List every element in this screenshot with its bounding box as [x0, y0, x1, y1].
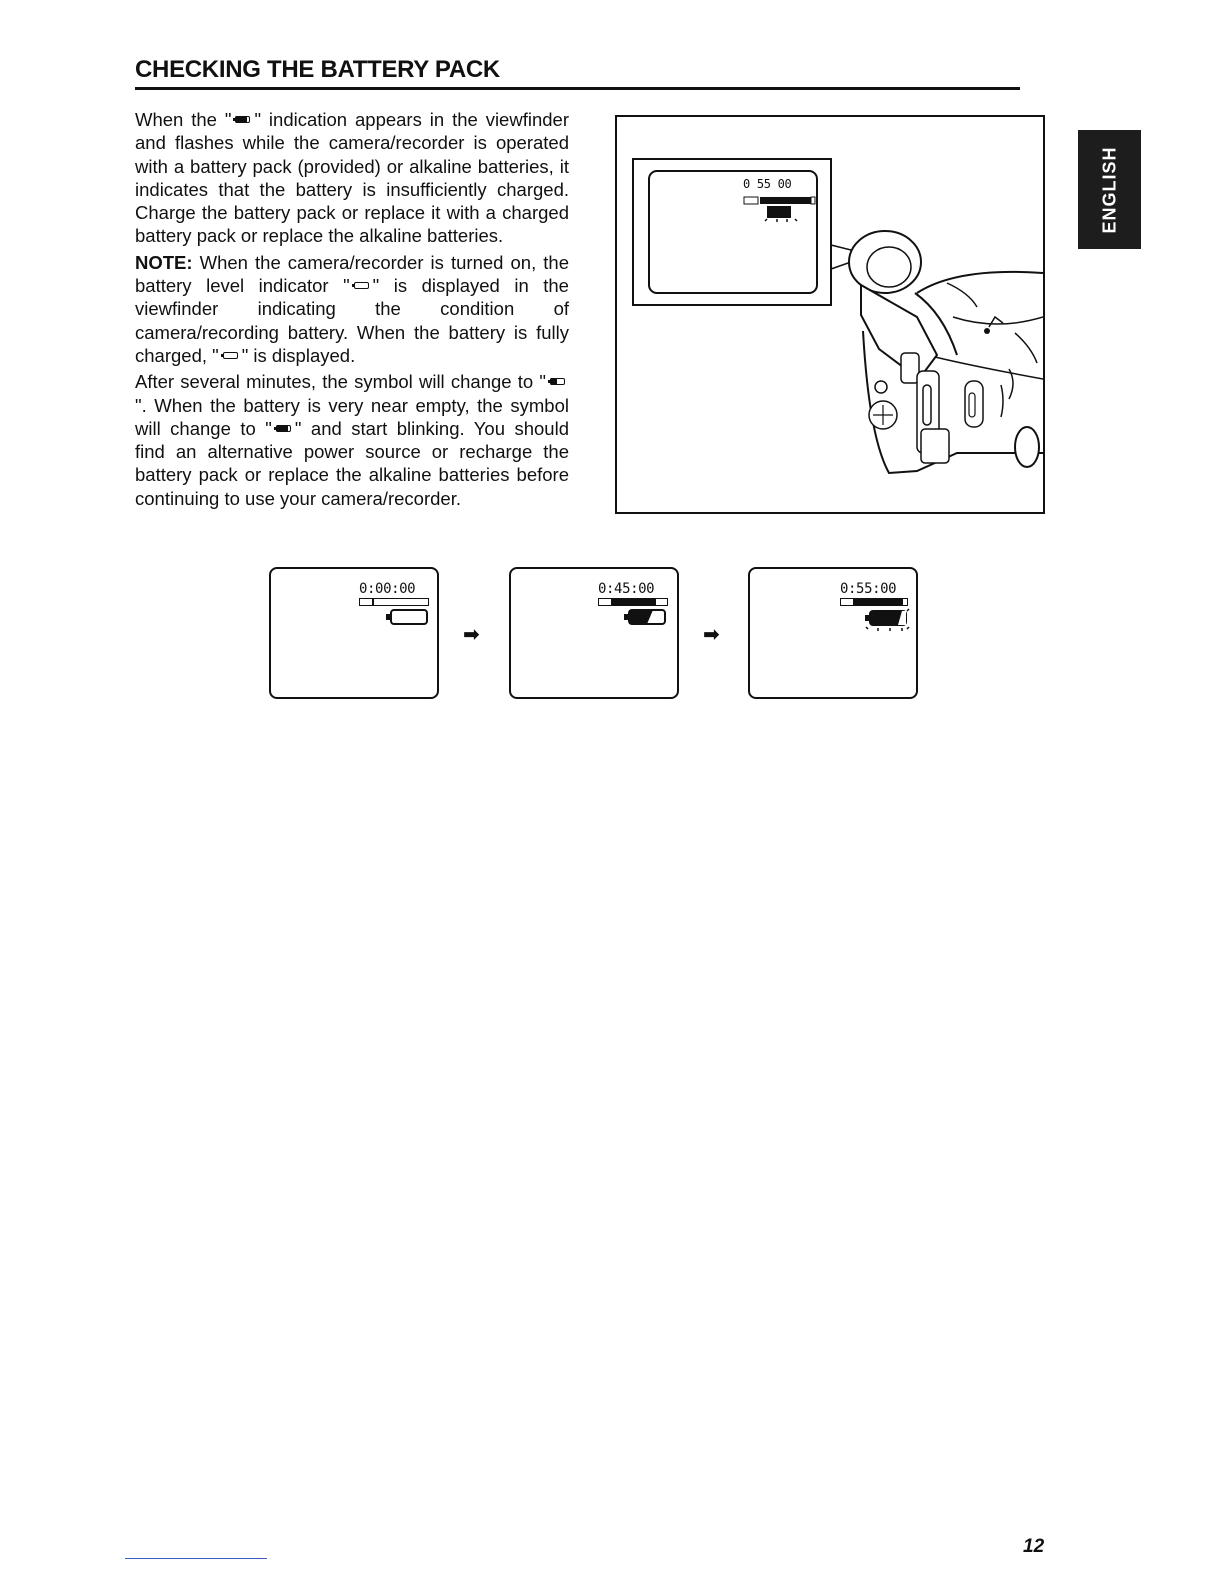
arrow-right-icon: ➡ — [703, 624, 720, 646]
viewfinder-panel-half — [509, 567, 679, 699]
footnote-rule — [125, 1558, 267, 1559]
viewfinder-panel-low — [748, 567, 918, 699]
language-tab: ENGLISH — [1078, 130, 1141, 249]
camcorder-figure — [615, 115, 1045, 514]
note-label: NOTE: — [135, 251, 193, 273]
viewfinder-panel-full — [269, 567, 439, 699]
body-text — [135, 108, 569, 510]
page-number: 12 — [1023, 1536, 1045, 1557]
tape-icon — [840, 598, 854, 606]
tape-level-bar — [612, 598, 668, 606]
paragraph-note: NOTE: When the camera/recorder is turned on, the battery level indicator " " is displayed in the viewfinder indicating the condition of camera/recording battery. When the battery is fully charged, " " is displayed. — [135, 251, 569, 366]
battery-low-icon — [233, 116, 252, 124]
battery-full-icon — [221, 352, 240, 360]
battery-half-icon — [623, 609, 667, 625]
battery-full-icon — [352, 282, 371, 290]
figure-viewfinder-time: 0 55 00 — [743, 177, 792, 191]
tape-icon — [359, 598, 373, 606]
panel-time: 0:55:00 — [840, 581, 897, 597]
tape-level-bar — [854, 598, 908, 606]
paragraph-low-battery: When the " " indication appears in the viewfinder and flashes while the camera/recorder is operated with a battery pack (provided) or alkaline batteries, it indicates that the battery is insufficiently charged. Charge the battery pack or replace it with a charged battery pack or replace the alkaline batteries. — [135, 109, 569, 247]
battery-full-icon — [385, 609, 429, 625]
title-underline — [135, 87, 1020, 90]
tape-icon — [598, 598, 612, 606]
camcorder-illustration — [617, 117, 1043, 512]
panel-time: 0:45:00 — [598, 581, 655, 597]
paragraph-change: After several minutes, the symbol will change to " ". When the battery is very near empty, the symbol will change to " " and start blinking. You should find an alternative power source or recharge the battery pack or replace the alkaline batteries before continuing to use your camera/recorder. — [135, 371, 569, 509]
battery-half-icon — [548, 378, 567, 386]
page-title: CHECKING THE BATTERY PACK — [135, 56, 500, 83]
battery-low-icon — [274, 425, 293, 433]
panel-time: 0:00:00 — [359, 581, 416, 597]
battery-low-blinking-icon — [862, 607, 912, 633]
tape-level-bar — [373, 598, 429, 606]
arrow-right-icon: ➡ — [463, 624, 480, 646]
